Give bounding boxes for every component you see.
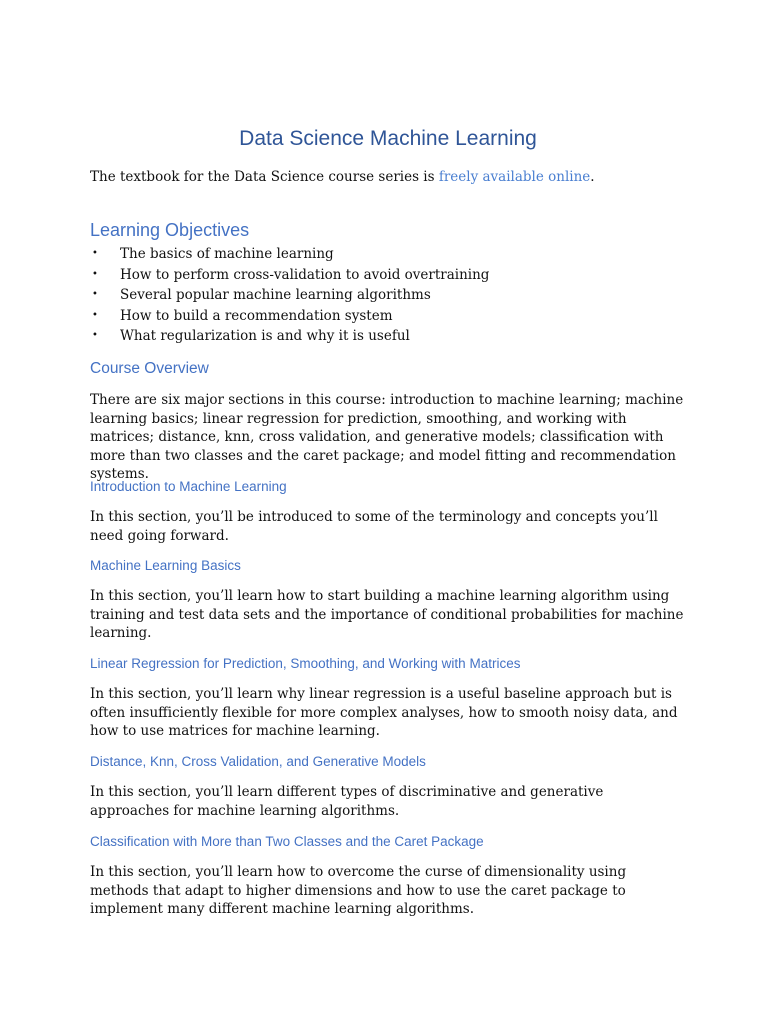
objective-text: Several popular machine learning algorithms — [120, 287, 431, 303]
bullet-icon: • — [92, 289, 98, 300]
intro-paragraph — [90, 168, 595, 187]
section-heading-intro-ml: Introduction to Machine Learning — [90, 479, 287, 494]
course-overview-heading: Course Overview — [90, 360, 209, 377]
course-overview-text: There are six major sections in this course: introduction to machine learning; machine learning basics; linear regression for prediction, smoothing, and working with matrices; distance, knn, cross validation, and generative models; classification with more than two classes and the caret package; and model fitting and recommendation systems. — [90, 392, 684, 482]
intro-prefix: The textbook for the Data Science course series is — [90, 169, 439, 185]
section-heading-linear-regression: Linear Regression for Prediction, Smoothing, and Working with Matrices — [90, 656, 521, 671]
section-text-linear-regression: In this section, you’ll learn why linear regression is a useful baseline approach but is often insufficiently flexible for more complex analyses, how to smooth noisy data, and how to use matrices for machine learning. — [90, 686, 678, 739]
section-heading-classification: Classification with More than Two Classes and the Caret Package — [90, 834, 484, 849]
objective-text: How to build a recommendation system — [120, 307, 393, 324]
list-item — [90, 265, 489, 286]
learning-objectives-list — [90, 244, 489, 347]
bullet-icon: • — [92, 309, 98, 321]
objective-text: The basics of machine learning — [120, 246, 334, 262]
bullet-icon: • — [92, 268, 98, 280]
document-title: Data Science Machine Learning — [239, 127, 537, 150]
textbook-link[interactable]: freely available online — [438, 169, 591, 185]
bullet-icon: • — [92, 330, 98, 341]
list-item — [90, 326, 489, 347]
bullet-icon: • — [92, 248, 98, 259]
list-item — [90, 285, 489, 306]
objective-text: How to perform cross-validation to avoid overtraining — [120, 266, 490, 283]
section-text-ml-basics: In this section, you’ll learn how to start building a machine learning algorithm using training and test data sets and the importance of conditional probabilities for machine learning. — [90, 588, 684, 641]
intro-suffix: . — [590, 169, 595, 185]
objective-text: What regularization is and why it is useful — [120, 328, 410, 344]
section-heading-ml-basics: Machine Learning Basics — [90, 558, 241, 573]
learning-objectives-heading: Learning Objectives — [90, 220, 250, 240]
section-heading-distance-knn: Distance, Knn, Cross Validation, and Generative Models — [90, 754, 426, 769]
list-item — [90, 244, 489, 265]
list-item — [90, 306, 489, 327]
section-text-distance-knn: In this section, you’ll learn different types of discriminative and generative approaches for machine learning algorithms. — [90, 784, 604, 819]
section-text-intro-ml: In this section, you’ll be introduced to some of the terminology and concepts you’ll need going forward. — [90, 509, 658, 544]
section-text-classification: In this section, you’ll learn how to overcome the curse of dimensionality using methods that adapt to higher dimensions and how to use the caret package to implement many different machine learning algorithms. — [90, 864, 627, 917]
